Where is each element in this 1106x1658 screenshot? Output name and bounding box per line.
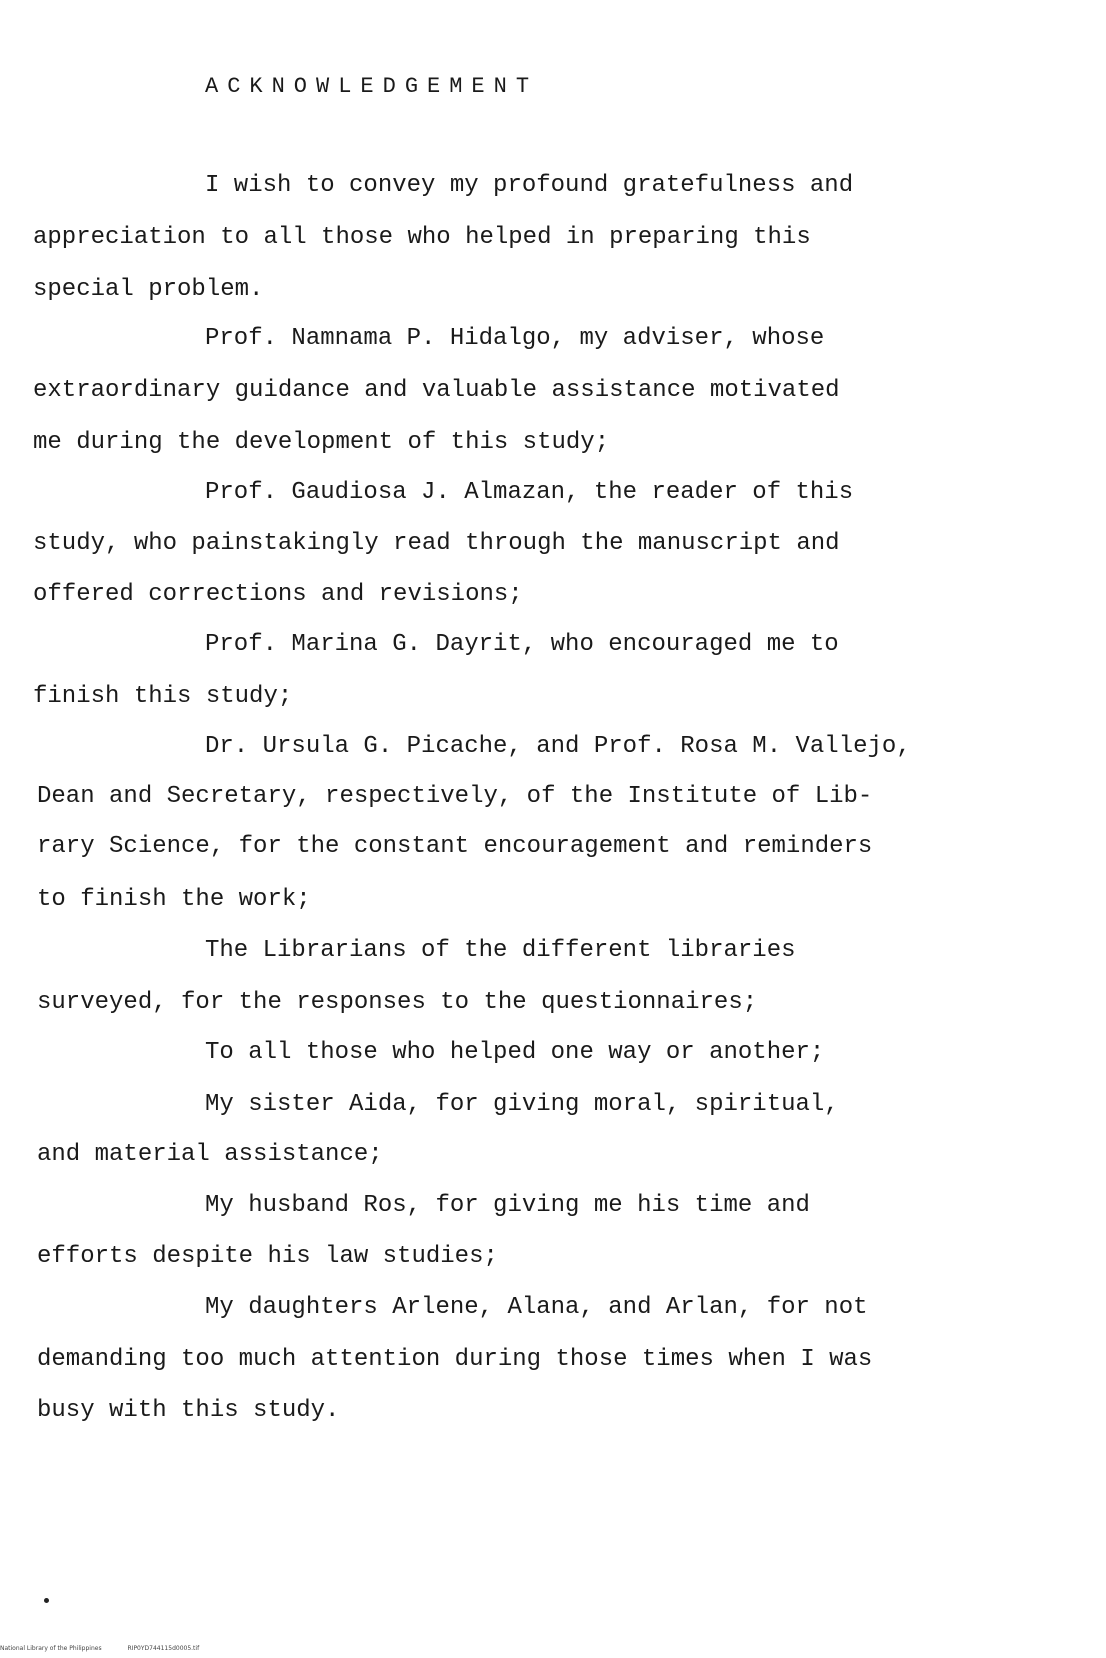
scan-footer <box>0 1645 223 1652</box>
text-line: me during the development of this study; <box>33 429 610 456</box>
text-line: Prof. Marina G. Dayrit, who encouraged me to <box>205 631 839 658</box>
text-line: and material assistance; <box>37 1141 383 1168</box>
text-line: offered corrections and revisions; <box>33 581 523 608</box>
text-line: busy with this study. <box>37 1397 340 1424</box>
text-line: Prof. Namnama P. Hidalgo, my adviser, whose <box>205 325 825 352</box>
text-line: To all those who helped one way or another; <box>205 1039 825 1066</box>
text-line: My daughters Arlene, Alana, and Arlan, for not <box>205 1294 868 1321</box>
text-line: Prof. Gaudiosa J. Almazan, the reader of this <box>205 479 854 506</box>
text-line: Dr. Ursula G. Picache, and Prof. Rosa M. Vallejo, <box>205 733 911 760</box>
text-line: rary Science, for the constant encouragement and reminders <box>37 833 873 860</box>
text-line: The Librarians of the different libraries <box>205 937 796 964</box>
footer-file: RIP0YD744115d0005.tif <box>127 1645 200 1652</box>
text-line: to finish the work; <box>37 886 311 913</box>
text-line: special problem. <box>33 276 264 303</box>
text-line: I wish to convey my profound gratefulness and <box>205 172 854 199</box>
text-line: demanding too much attention during those times when I was <box>37 1346 873 1373</box>
text-line: surveyed, for the responses to the questionnaires; <box>37 989 758 1016</box>
text-line: study, who painstakingly read through the manuscript and <box>33 530 840 557</box>
text-line: Dean and Secretary, respectively, of the Institute of Lib- <box>37 783 873 810</box>
scan-speck <box>44 1598 49 1603</box>
text-line: appreciation to all those who helped in preparing this <box>33 224 811 251</box>
text-line: finish this study; <box>33 683 293 710</box>
page-title: ACKNOWLEDGEMENT <box>205 74 539 99</box>
text-line: My husband Ros, for giving me his time and <box>205 1192 810 1219</box>
footer-library: National Library of the Philippines <box>0 1645 102 1652</box>
text-line: extraordinary guidance and valuable assistance motivated <box>33 377 840 404</box>
text-line: My sister Aida, for giving moral, spiritual, <box>205 1091 839 1118</box>
text-line: efforts despite his law studies; <box>37 1243 498 1270</box>
